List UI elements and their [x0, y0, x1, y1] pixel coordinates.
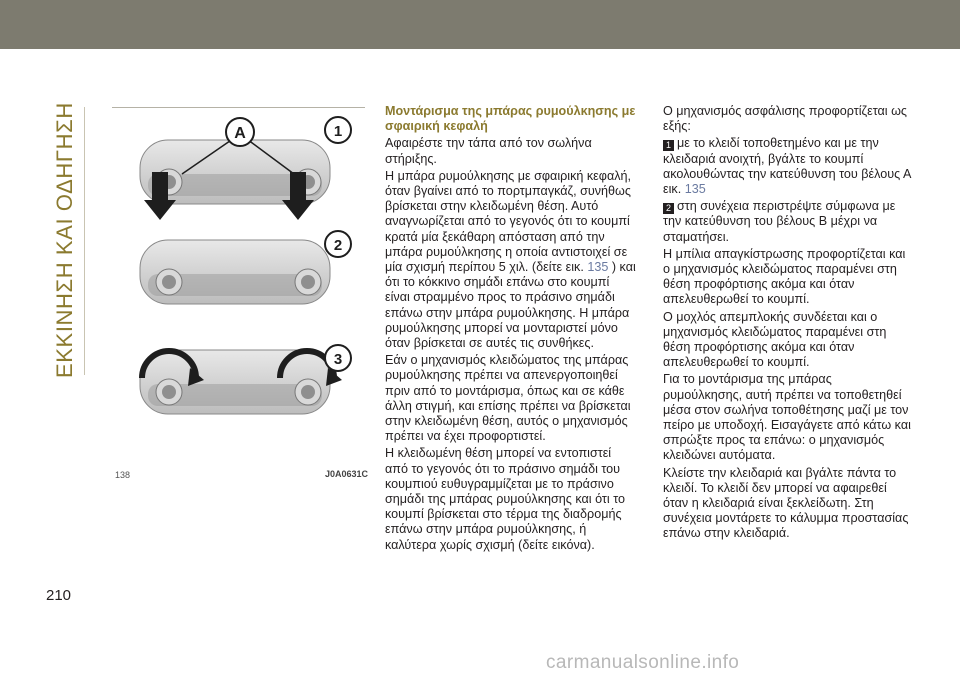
- callout-a-label: A: [234, 125, 246, 142]
- text-column-left: [385, 104, 637, 555]
- callout-3: [325, 345, 351, 371]
- paragraph: Η κλειδωμένη θέση μπορεί να εντοπιστεί από το γεγονός ότι το πράσινο σημάδι του κουμπιού ευθυγραμμίζεται με το πράσινο σημάδι της μπάρας ρυμούλκησης και ότι το κουμπί βρίσκεται στο τέρμα της διαδρομής επάνω στην μπάρα ρυμούλκησης, ή καλύτερα χωρίς σχισμή (δείτε εικόνα).: [385, 446, 625, 552]
- top-band: [0, 0, 960, 49]
- paragraph: Η μπίλια απαγκίστρωσης προφορτίζεται και ο μηχανισμός κλειδώματος παραμένει στη θέση προφόρτισης ακόμα και όταν απελευθερωθεί το κουμπί.: [663, 246, 906, 307]
- figure-panel-2: [140, 240, 330, 304]
- section-side-title: ΕΚΚΙΝΗΣΗ ΚΑΙ ΟΔΗΓΗΣΗ: [52, 102, 77, 378]
- callout-1: [325, 117, 351, 143]
- side-divider: [84, 107, 85, 375]
- figure-reference: 135: [587, 260, 609, 275]
- paragraph: Εάν ο μηχανισμός κλειδώματος της μπάρας ρυμούλκησης πρέπει να απενεργοποιηθεί πριν από το μοντάρισμα, όπως και σε κάθε άλλη στιγμή, και επίσης πρέπει να βρίσκεται στην κλειδωμένη θέση, αυτός ο μηχανισμός πρέπει να έχει προφορτιστεί.: [385, 353, 631, 444]
- step-number-icon: 1: [663, 140, 674, 151]
- figure-top-rule: [112, 107, 365, 108]
- text-column-right: [663, 104, 913, 544]
- figure-panel-3: [140, 350, 342, 414]
- callout-a: [226, 118, 254, 146]
- step-item: [663, 199, 913, 245]
- callout-1-label: 1: [333, 123, 343, 140]
- watermark: carmanualsonline.info: [546, 652, 740, 673]
- figure-panel-1: [140, 134, 330, 220]
- paragraph-text: Η μπάρα ρυμούλκησης με σφαιρική κεφαλή, όταν βγαίνει από το πορτμπαγκάζ, συνήθως βρίσκεται στην κλειδωμένη θέση. Αυτό αναγνωρίζεται από το γεγονός ότι το κουμπί κρατά μία ξεκάθαρη απόσταση από την μπάρα ρυμούλκησης η οποία αντιστοιχεί σε μία σχισμή περίπου: [385, 168, 632, 275]
- section-heading: Μοντάρισμα της μπάρας ρυμούλκησης με σφαιρική κεφαλή: [385, 104, 636, 134]
- paragraph: Για το μοντάρισμα της μπάρας ρυμούλκησης, αυτή πρέπει να τοποθετηθεί μέσα στον σωλήνα τοποθέτησης μαζί με τον πείρο με υποδοχή. Εισαγάγετε από κάτω και σπρώξτε προς τα επάνω: ο μηχανισμός κλειδώνει αυτόματα.: [663, 372, 911, 463]
- callout-2: [325, 231, 351, 257]
- figure-number: 138: [115, 470, 131, 480]
- step-number-icon: 2: [663, 203, 674, 214]
- tow-bar-lock-figure: [112, 110, 365, 458]
- step-text: με το κλειδί τοποθετημένο και με την κλειδαριά ανοιχτή, βγάλτε το κουμπί ακολουθώντας την κατεύθυνση του βέλους Α εικ.: [663, 136, 911, 197]
- figure-code: J0A0631C: [325, 469, 369, 479]
- page-number: 210: [46, 587, 72, 604]
- paragraph: Ο μοχλός απεμπλοκής συνδέεται και ο μηχανισμός κλειδώματος παραμένει στη θέση προφόρτισης ακόμα και όταν απελευθερωθεί το κουμπί.: [663, 309, 887, 370]
- paragraph-text: ) και ότι το κόκκινο σημάδι επάνω στο κουμπί είναι στραμμένο προς το πράσινο σημάδι επάνω στην μπάρα ρυμούλκησης. Η μπάρα ρυμούλκησης μπορεί να μονταριστεί μόνο όταν βρίσκεται σε αυτές τις συνθήκες.: [385, 260, 636, 351]
- paragraph: Αφαιρέστε την τάπα από τον σωλήνα στήριξης.: [385, 136, 592, 166]
- callout-2-label: 2: [333, 237, 343, 254]
- callout-3-label: 3: [333, 351, 343, 368]
- step-item: [663, 136, 913, 197]
- paragraph-text: 5 χιλ. (δείτε εικ.: [498, 260, 584, 275]
- figure-reference: 135: [684, 182, 706, 197]
- paragraph: Κλείστε την κλειδαριά και βγάλτε πάντα το κλειδί. Το κλειδί δεν μπορεί να αφαιρεθεί όταν η κλειδαριά είναι ξεκλείδωτη. Στη συνέχεια μοντάρετε το κάλυμμα προστασίας επάνω στην κλειδαριά.: [663, 465, 909, 541]
- paragraph: [385, 169, 637, 351]
- paragraph: Ο μηχανισμός ασφάλισης προφορτίζεται ως εξής:: [663, 104, 907, 134]
- step-text: στη συνέχεια περιστρέψτε σύμφωνα με την κατεύθυνση του βέλους Β μέχρι να σταματήσει.: [663, 199, 896, 244]
